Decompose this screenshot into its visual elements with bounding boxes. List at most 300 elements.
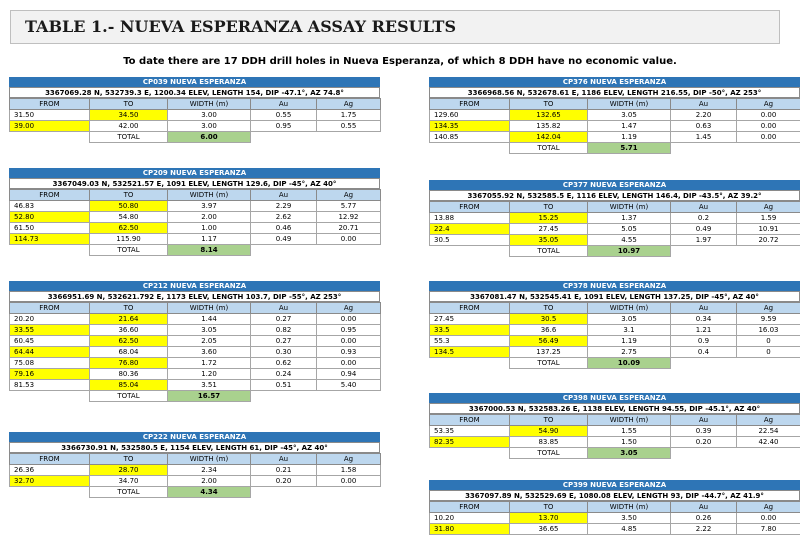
table-cell: 115.90 [90, 234, 168, 245]
table-cell: 2.20 [671, 110, 737, 121]
table-cell: 33.5 [430, 325, 510, 336]
hole-name: CP376 NUEVA ESPERANZA [429, 77, 800, 87]
table-cell: 140.85 [430, 132, 510, 143]
table-cell: 31.50 [10, 110, 90, 121]
table-row [10, 380, 381, 391]
table-cell: 22.54 [737, 426, 800, 437]
table-row [10, 465, 381, 476]
table-cell: 53.35 [430, 426, 510, 437]
column-header: FROM [10, 190, 90, 201]
table-cell: 0.00 [737, 110, 800, 121]
table-cell: 2.34 [168, 465, 251, 476]
column-header: Ag [317, 99, 381, 110]
table-cell: 137.25 [510, 347, 588, 358]
table-cell: 31.80 [430, 524, 510, 535]
table-cell: 60.45 [10, 336, 90, 347]
column-header: TO [90, 303, 168, 314]
table-row [10, 314, 381, 325]
total-value: 8.14 [168, 245, 251, 256]
hole-name: CP378 NUEVA ESPERANZA [429, 281, 800, 291]
table-cell: 39.00 [10, 121, 90, 132]
blank-cell [251, 132, 317, 143]
column-header: Ag [737, 415, 800, 426]
table-cell: 1.44 [168, 314, 251, 325]
blank-cell [671, 448, 737, 459]
table-cell: 0.9 [671, 336, 737, 347]
assay-table [9, 189, 381, 256]
table-row [10, 212, 381, 223]
hole-block [429, 180, 800, 257]
blank-cell [317, 487, 381, 498]
table-cell: 0.21 [251, 465, 317, 476]
hole-block [9, 432, 380, 498]
table-cell: 4.85 [588, 524, 671, 535]
column-header: WIDTH (m) [588, 303, 671, 314]
table-cell: 2.05 [168, 336, 251, 347]
table-cell: 3.51 [168, 380, 251, 391]
table-cell: 0.95 [251, 121, 317, 132]
total-label: TOTAL [90, 487, 168, 498]
table-cell: 0.4 [671, 347, 737, 358]
table-cell: 1.58 [317, 465, 381, 476]
column-header: WIDTH (m) [588, 415, 671, 426]
table-cell: 13.88 [430, 213, 510, 224]
total-label: TOTAL [90, 132, 168, 143]
blank-cell [10, 132, 90, 143]
column-header: TO [90, 190, 168, 201]
hole-location: 3366951.69 N, 532621.792 E, 1173 ELEV, LENGTH 103.7, DIP -55°, AZ 253° [9, 291, 380, 302]
table-cell: 3.05 [588, 314, 671, 325]
table-cell: 0.62 [251, 358, 317, 369]
table-cell: 0.00 [737, 121, 800, 132]
table-row [10, 476, 381, 487]
table-cell: 20.71 [317, 223, 381, 234]
table-row [430, 224, 800, 235]
table-cell: 3.97 [168, 201, 251, 212]
table-cell: 1.17 [168, 234, 251, 245]
table-cell: 13.70 [510, 513, 588, 524]
table-row [10, 121, 381, 132]
total-row [10, 487, 381, 498]
column-header: FROM [430, 202, 510, 213]
table-cell: 36.60 [90, 325, 168, 336]
blank-cell [10, 245, 90, 256]
table-cell: 0.46 [251, 223, 317, 234]
column-header: Au [671, 202, 737, 213]
table-cell: 26.36 [10, 465, 90, 476]
table-cell: 82.35 [430, 437, 510, 448]
table-cell: 0.00 [317, 336, 381, 347]
column-header: Ag [737, 502, 800, 513]
assay-table [429, 302, 800, 369]
table-cell: 2.22 [671, 524, 737, 535]
column-header: TO [510, 303, 588, 314]
blank-cell [737, 143, 800, 154]
blank-cell [430, 358, 510, 369]
column-header: Au [671, 415, 737, 426]
table-row [10, 325, 381, 336]
table-cell: 142.04 [510, 132, 588, 143]
hole-name: CP209 NUEVA ESPERANZA [9, 168, 380, 178]
table-cell: 54.80 [90, 212, 168, 223]
hole-block [429, 281, 800, 369]
table-cell: 1.47 [588, 121, 671, 132]
table-cell: 0.00 [317, 476, 381, 487]
table-cell: 76.80 [90, 358, 168, 369]
table-cell: 1.37 [588, 213, 671, 224]
page-title: TABLE 1.- NUEVA ESPERANZA ASSAY RESULTS [25, 17, 456, 36]
table-cell: 4.55 [588, 235, 671, 246]
column-header: WIDTH (m) [588, 99, 671, 110]
table-row [430, 336, 800, 347]
hole-block [9, 168, 380, 256]
column-header: WIDTH (m) [168, 99, 251, 110]
table-cell: 3.05 [168, 325, 251, 336]
hole-location: 3367000.53 N, 532583.26 E, 1138 ELEV, LENGTH 94.55, DIP -45.1°, AZ 40° [429, 403, 800, 414]
table-cell: 0.27 [251, 314, 317, 325]
hole-location: 3366968.56 N, 532678.61 E, 1186 ELEV, LENGTH 216.55, DIP -50°, AZ 253° [429, 87, 800, 98]
table-row [10, 234, 381, 245]
table-cell: 1.21 [671, 325, 737, 336]
table-cell: 7.80 [737, 524, 800, 535]
column-header: Au [251, 454, 317, 465]
table-cell: 15.25 [510, 213, 588, 224]
total-label: TOTAL [90, 245, 168, 256]
table-cell: 16.03 [737, 325, 800, 336]
blank-cell [737, 448, 800, 459]
table-cell: 64.44 [10, 347, 90, 358]
table-row [430, 314, 800, 325]
column-header: TO [90, 99, 168, 110]
table-cell: 0.00 [737, 132, 800, 143]
blank-cell [317, 245, 381, 256]
table-cell: 0.00 [317, 358, 381, 369]
table-cell: 5.77 [317, 201, 381, 212]
table-cell: 42.00 [90, 121, 168, 132]
column-header: Au [251, 99, 317, 110]
table-cell: 1.97 [671, 235, 737, 246]
table-cell: 1.45 [671, 132, 737, 143]
table-cell: 3.05 [588, 110, 671, 121]
table-cell: 1.19 [588, 132, 671, 143]
table-row [430, 426, 800, 437]
column-header: WIDTH (m) [168, 190, 251, 201]
total-label: TOTAL [90, 391, 168, 402]
total-value: 10.97 [588, 246, 671, 257]
table-row [430, 132, 800, 143]
hole-block [429, 77, 800, 154]
table-cell: 1.75 [317, 110, 381, 121]
table-cell: 22.4 [430, 224, 510, 235]
total-label: TOTAL [510, 448, 588, 459]
table-cell: 9.59 [737, 314, 800, 325]
table-cell: 0.94 [317, 369, 381, 380]
hole-name: CP212 NUEVA ESPERANZA [9, 281, 380, 291]
table-cell: 52.80 [10, 212, 90, 223]
table-cell: 54.90 [510, 426, 588, 437]
table-cell: 2.29 [251, 201, 317, 212]
column-header: TO [510, 202, 588, 213]
table-cell: 2.00 [168, 212, 251, 223]
table-cell: 3.00 [168, 110, 251, 121]
table-cell: 0.51 [251, 380, 317, 391]
table-cell: 42.40 [737, 437, 800, 448]
total-value: 4.34 [168, 487, 251, 498]
table-row [10, 347, 381, 358]
table-cell: 0.95 [317, 325, 381, 336]
table-cell: 0 [737, 347, 800, 358]
blank-cell [430, 143, 510, 154]
table-cell: 0.27 [251, 336, 317, 347]
table-cell: 50.80 [90, 201, 168, 212]
table-cell: 135.82 [510, 121, 588, 132]
blank-cell [430, 448, 510, 459]
total-row [430, 358, 800, 369]
hole-location: 3367081.47 N, 532545.41 E, 1091 ELEV, LENGTH 137.25, DIP -45°, AZ 40° [429, 291, 800, 302]
column-header: TO [90, 454, 168, 465]
table-cell: 5.40 [317, 380, 381, 391]
table-cell: 1.55 [588, 426, 671, 437]
hole-block [429, 393, 800, 459]
table-row [10, 110, 381, 121]
table-cell: 56.49 [510, 336, 588, 347]
table-cell: 0.49 [251, 234, 317, 245]
column-header: WIDTH (m) [168, 303, 251, 314]
assay-table [9, 98, 381, 143]
table-cell: 2.62 [251, 212, 317, 223]
table-cell: 79.16 [10, 369, 90, 380]
column-header: TO [510, 502, 588, 513]
title-bar [10, 10, 780, 44]
table-cell: 30.5 [510, 314, 588, 325]
table-cell: 5.05 [588, 224, 671, 235]
table-cell: 3.60 [168, 347, 251, 358]
table-row [430, 235, 800, 246]
table-cell: 68.04 [90, 347, 168, 358]
column-header: Au [671, 502, 737, 513]
table-cell: 27.45 [430, 314, 510, 325]
total-row [430, 143, 800, 154]
table-cell: 1.19 [588, 336, 671, 347]
hole-name: CP039 NUEVA ESPERANZA [9, 77, 380, 87]
table-row [430, 437, 800, 448]
table-row [430, 325, 800, 336]
hole-block [9, 77, 380, 143]
table-cell: 33.55 [10, 325, 90, 336]
table-cell: 30.5 [430, 235, 510, 246]
column-header: Au [671, 303, 737, 314]
blank-cell [251, 391, 317, 402]
table-cell: 10.20 [430, 513, 510, 524]
column-header: FROM [430, 502, 510, 513]
hole-location: 3367097.89 N, 532529.69 E, 1080.08 ELEV, LENGTH 93, DIP -44.7°, AZ 41.9° [429, 490, 800, 501]
table-cell: 0.2 [671, 213, 737, 224]
table-cell: 3.50 [588, 513, 671, 524]
table-cell: 0.20 [251, 476, 317, 487]
blank-cell [317, 132, 381, 143]
table-row [10, 336, 381, 347]
hole-name: CP398 NUEVA ESPERANZA [429, 393, 800, 403]
assay-table [429, 414, 800, 459]
table-row [430, 524, 800, 535]
table-cell: 0.20 [671, 437, 737, 448]
total-row [10, 245, 381, 256]
table-cell: 3.1 [588, 325, 671, 336]
table-row [10, 223, 381, 234]
hole-location: 3367069.28 N, 532739.3 E, 1200.34 ELEV, LENGTH 154, DIP -47.1°, AZ 74.8° [9, 87, 380, 98]
table-row [10, 201, 381, 212]
table-cell: 35.05 [510, 235, 588, 246]
table-cell: 134.35 [430, 121, 510, 132]
table-cell: 0.55 [251, 110, 317, 121]
table-row [10, 369, 381, 380]
column-header: Ag [317, 454, 381, 465]
table-cell: 34.50 [90, 110, 168, 121]
table-cell: 62.50 [90, 223, 168, 234]
table-cell: 1.72 [168, 358, 251, 369]
blank-cell [10, 391, 90, 402]
table-cell: 2.75 [588, 347, 671, 358]
table-row [430, 121, 800, 132]
blank-cell [251, 487, 317, 498]
table-cell: 55.3 [430, 336, 510, 347]
blank-cell [430, 246, 510, 257]
table-cell: 132.65 [510, 110, 588, 121]
table-cell: 1.50 [588, 437, 671, 448]
total-label: TOTAL [510, 246, 588, 257]
table-cell: 3.00 [168, 121, 251, 132]
table-cell: 81.53 [10, 380, 90, 391]
table-cell: 20.20 [10, 314, 90, 325]
assay-table [429, 501, 800, 535]
column-header: WIDTH (m) [588, 502, 671, 513]
total-value: 3.05 [588, 448, 671, 459]
total-value: 16.57 [168, 391, 251, 402]
table-row [430, 110, 800, 121]
table-row [430, 347, 800, 358]
table-cell: 85.04 [90, 380, 168, 391]
table-cell: 0.34 [671, 314, 737, 325]
column-header: Ag [737, 99, 800, 110]
assay-table [9, 453, 381, 498]
table-cell: 0.39 [671, 426, 737, 437]
table-cell: 0.00 [317, 234, 381, 245]
table-cell: 10.91 [737, 224, 800, 235]
blank-cell [671, 246, 737, 257]
hole-location: 3367055.92 N, 532585.5 E, 1116 ELEV, LENGTH 146.4, DIP -43.5°, AZ 39.2° [429, 190, 800, 201]
total-row [430, 448, 800, 459]
column-header: FROM [430, 99, 510, 110]
assay-table [429, 98, 800, 154]
table-cell: 0 [737, 336, 800, 347]
hole-name: CP399 NUEVA ESPERANZA [429, 480, 800, 490]
table-cell: 114.73 [10, 234, 90, 245]
table-cell: 75.08 [10, 358, 90, 369]
total-row [10, 391, 381, 402]
blank-cell [737, 246, 800, 257]
column-header: WIDTH (m) [168, 454, 251, 465]
table-cell: 0.30 [251, 347, 317, 358]
table-cell: 0.00 [317, 314, 381, 325]
table-cell: 21.64 [90, 314, 168, 325]
table-cell: 0.24 [251, 369, 317, 380]
column-header: Ag [737, 202, 800, 213]
column-header: Ag [317, 190, 381, 201]
total-value: 10.09 [588, 358, 671, 369]
column-header: Au [251, 190, 317, 201]
column-header: Au [251, 303, 317, 314]
column-header: TO [510, 415, 588, 426]
table-cell: 0.55 [317, 121, 381, 132]
blank-cell [671, 143, 737, 154]
table-cell: 32.70 [10, 476, 90, 487]
table-cell: 2.00 [168, 476, 251, 487]
blank-cell [251, 245, 317, 256]
hole-location: 3367049.03 N, 532521.57 E, 1091 ELEV, LENGTH 129.6, DIP -45°, AZ 40° [9, 178, 380, 189]
assay-table [429, 201, 800, 257]
column-header: TO [510, 99, 588, 110]
table-cell: 134.5 [430, 347, 510, 358]
table-row [430, 213, 800, 224]
total-label: TOTAL [510, 143, 588, 154]
total-value: 6.00 [168, 132, 251, 143]
table-cell: 20.72 [737, 235, 800, 246]
hole-name: CP377 NUEVA ESPERANZA [429, 180, 800, 190]
assay-table [9, 302, 381, 402]
table-cell: 1.59 [737, 213, 800, 224]
table-cell: 80.36 [90, 369, 168, 380]
table-cell: 34.70 [90, 476, 168, 487]
hole-block [429, 480, 800, 535]
column-header: WIDTH (m) [588, 202, 671, 213]
table-cell: 1.00 [168, 223, 251, 234]
total-row [10, 132, 381, 143]
column-header: FROM [430, 415, 510, 426]
summary-note: To date there are 17 DDH drill holes in Nueva Esperanza, of which 8 DDH have no economic value. [123, 56, 677, 67]
hole-location: 3366730.91 N, 532580.5 E, 1154 ELEV, LENGTH 61, DIP -45°, AZ 40° [9, 442, 380, 453]
table-cell: 62.50 [90, 336, 168, 347]
table-cell: 36.6 [510, 325, 588, 336]
table-cell: 0.63 [671, 121, 737, 132]
column-header: FROM [10, 454, 90, 465]
table-cell: 61.50 [10, 223, 90, 234]
column-header: Ag [737, 303, 800, 314]
table-row [10, 358, 381, 369]
table-cell: 0.26 [671, 513, 737, 524]
blank-cell [317, 391, 381, 402]
total-value: 5.71 [588, 143, 671, 154]
table-cell: 0.82 [251, 325, 317, 336]
column-header: Au [671, 99, 737, 110]
table-cell: 27.45 [510, 224, 588, 235]
table-cell: 83.85 [510, 437, 588, 448]
table-cell: 46.83 [10, 201, 90, 212]
table-cell: 12.92 [317, 212, 381, 223]
table-cell: 36.65 [510, 524, 588, 535]
blank-cell [737, 358, 800, 369]
table-cell: 28.70 [90, 465, 168, 476]
blank-cell [10, 487, 90, 498]
table-cell: 129.60 [430, 110, 510, 121]
table-cell: 0.49 [671, 224, 737, 235]
total-label: TOTAL [510, 358, 588, 369]
total-row [430, 246, 800, 257]
hole-name: CP222 NUEVA ESPERANZA [9, 432, 380, 442]
hole-block [9, 281, 380, 402]
blank-cell [671, 358, 737, 369]
table-cell: 0.93 [317, 347, 381, 358]
table-cell: 0.00 [737, 513, 800, 524]
